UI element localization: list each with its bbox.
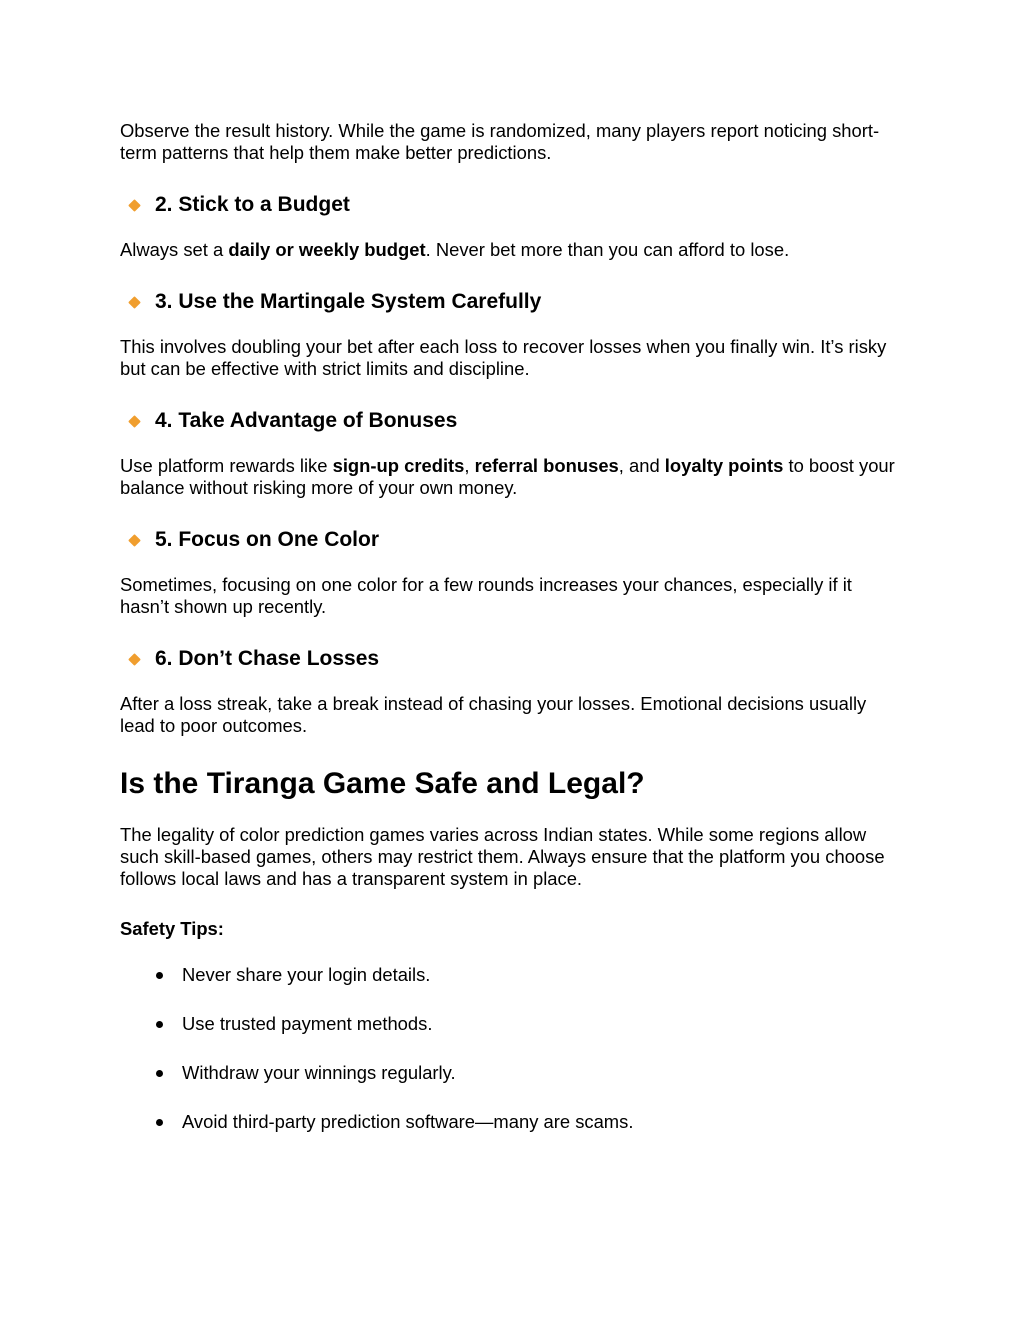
section-heading-budget (120, 192, 904, 218)
section-paragraph-one-color (120, 574, 904, 618)
text-run: The legality of color prediction games varies across Indian states. While some regions allow such skill-based games, others may restrict them. Always ensure that the platform you choose follows local laws and has a transparent system in place. (120, 824, 885, 889)
safety-tips-list (120, 964, 904, 1133)
section-paragraph-martingale (120, 336, 904, 380)
bullet-icon (156, 972, 163, 979)
section-heading-text: 5. Focus on One Color (155, 528, 380, 551)
page-title: Is the Tiranga Game Safe and Legal? (120, 767, 645, 800)
bullet-icon (156, 1119, 163, 1126)
text-run: This involves doubling your bet after each loss to recover losses when you finally win. It’s risky but can be effective with strict limits and discipline. (120, 336, 887, 379)
list-item-text: Never share your login details. (182, 964, 431, 985)
diamond-bullet-icon (128, 534, 141, 547)
section-heading-chase-losses (120, 646, 904, 672)
section-heading-text: 3. Use the Martingale System Carefully (155, 290, 542, 313)
list-item (120, 1013, 904, 1035)
safety-tips-label: Safety Tips: (120, 918, 224, 939)
list-item (120, 1111, 904, 1133)
text-run-bold: sign-up credits (332, 455, 465, 476)
section-heading-text: 4. Take Advantage of Bonuses (155, 409, 458, 432)
text-run: Sometimes, focusing on one color for a few rounds increases your chances, especially if it hasn’t shown up recently. (120, 574, 852, 617)
list-item-text: Use trusted payment methods. (182, 1013, 433, 1034)
text-run: Always set a (120, 239, 229, 260)
text-run-bold: referral bonuses (474, 455, 619, 476)
text-run: to boost your balance without risking more of your own money. (120, 455, 895, 498)
section-heading-text: 2. Stick to a Budget (155, 193, 350, 216)
text-run: , and (618, 455, 665, 476)
text-run: After a loss streak, take a break instead of chasing your losses. Emotional decisions usually lead to poor outcomes. (120, 693, 867, 736)
text-run: Use platform rewards like (120, 455, 333, 476)
section-paragraph-chase-losses (120, 693, 904, 737)
text-run: , (464, 455, 475, 476)
intro-paragraph (120, 120, 904, 164)
diamond-bullet-icon (128, 653, 141, 666)
diamond-bullet-icon (128, 415, 141, 428)
list-item-text: Withdraw your winnings regularly. (182, 1062, 456, 1083)
diamond-bullet-icon (128, 199, 141, 212)
text-run: Observe the result history. While the game is randomized, many players report noticing short-term patterns that help them make better predictions. (120, 120, 880, 163)
section-heading-text: 6. Don’t Chase Losses (155, 647, 380, 670)
section-heading-martingale (120, 289, 904, 315)
section-paragraph-budget (120, 239, 904, 261)
list-item (120, 964, 904, 986)
section-paragraph-bonuses (120, 455, 904, 499)
section-heading-one-color (120, 527, 904, 553)
section-heading-bonuses (120, 408, 904, 434)
text-run-bold: daily or weekly budget (228, 239, 426, 260)
list-item (120, 1062, 904, 1084)
list-item-text: Avoid third-party prediction software—many are scams. (182, 1111, 634, 1132)
bullet-icon (156, 1070, 163, 1077)
diamond-bullet-icon (128, 296, 141, 309)
text-run: . Never bet more than you can afford to lose. (425, 239, 790, 260)
bullet-icon (156, 1021, 163, 1028)
text-run-bold: loyalty points (664, 455, 784, 476)
legality-paragraph (120, 824, 904, 890)
